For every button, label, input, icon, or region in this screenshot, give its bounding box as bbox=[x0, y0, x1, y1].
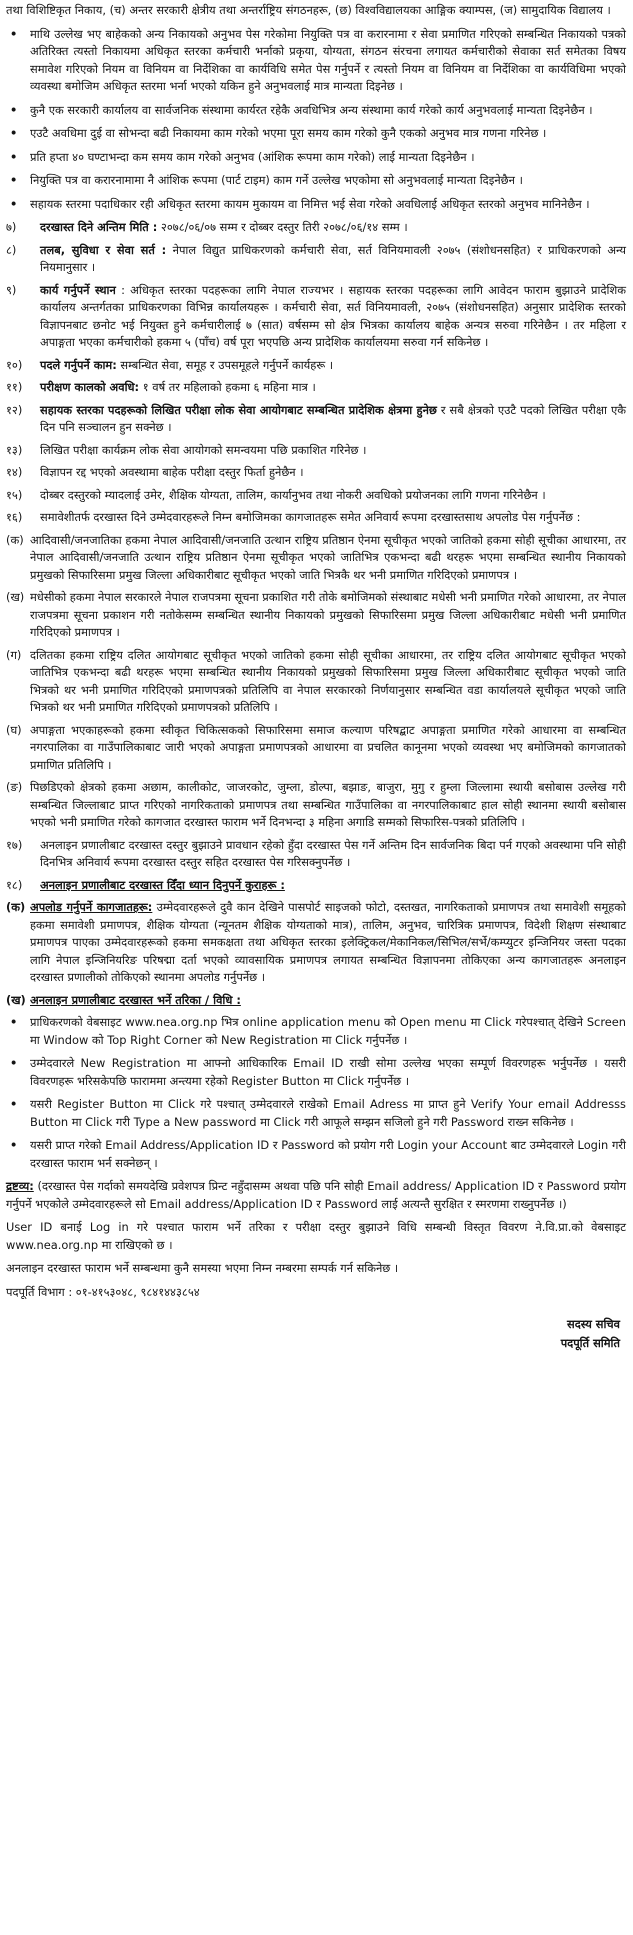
list-item: (ङ) पिछडिएको क्षेत्रको हकमा अछाम, कालीकोट, जाजरकोट, जुम्ला, डोल्पा, बझाङ, बाजुरा, मुगु र हुम्ला जिल्लामा स्थायी बसोबास उल्लेख गरी सम्बन्धित जिल्लाबाट प्राप्त गरिएको नागरिकताको प्रमाणपत्र तथा सम्बन्धित गाउँपालिका वा नगरपालिकाबाट हाल सोही स्थानमा स्थायी बसोबास भएको भनी प्रमाणित गरेको कागजात दरखास्त फाराम भर्ने दिनभन्दा ३ महिना अगाडि सम्मको सिफारिस-पत्रको प्रतिलिपि । bbox=[6, 780, 626, 829]
list-item: (क) आदिवासी/जनजातिका हकमा नेपाल आदिवासी/जनजाति उत्थान राष्ट्रिय प्रतिष्ठान ऐनमा सूचीकृत भएको जातिको हकमा सोही सूचीका आधारमा, तर नेपाल आदिवासी/जनजाति उत्थान राष्ट्रिय प्रतिष्ठान ऐनमा सूचीकृत भएको जातिभित्र एकभन्दा बढी थरहरू भएमा सम्बन्धित स्थानीय निकायको प्रमुखको सिफारिसमा प्रमुख जिल्ला अधिकारीबाट सूचीकृत भएको जाति भित्रकै थर भनी प्रमाणित गरिदिएको प्रमाणपत्र । bbox=[6, 532, 626, 582]
item-salary: ८) तलब, सुविधा र सेवा सर्त : नेपाल विद्युत प्राधिकरणको कर्मचारी सेवा, सर्त विनियमावली २०७५ (संशोधनसहित) र प्राधिकरणको अन्य नियमानुसार । bbox=[6, 242, 626, 274]
signature-committee: पदपूर्ति समिति bbox=[560, 1336, 620, 1350]
item-lead: कार्य गर्नुपर्ने स्थान bbox=[40, 282, 116, 297]
list-item: • सहायक स्तरमा पदाधिकार रही अधिकृत स्तरमा कायम मुकायम वा निमित्त भई सेवा गरेको अवधिलाई अधिकृत स्तरको अनुभव मानिनेछैन । bbox=[10, 196, 626, 214]
contact-paragraph: अनलाइन दरखास्त फाराम भर्ने सम्बन्धमा कुनै समस्या भएमा निम्न नम्बरमा सम्पर्क गर्न सकिनेछ । bbox=[6, 1261, 399, 1275]
list-item: • एउटै अवधिमा दुई वा सोभन्दा बढी निकायमा काम गरेको भएमा पूरा समय काम गरेको कुनै एकको अनुभव मात्र गणना गरिनेछ । bbox=[10, 125, 626, 143]
signature-block bbox=[6, 1315, 626, 1353]
list-item: (ग) दलितका हकमा राष्ट्रिय दलित आयोगबाट सूचीकृत भएको जातिको हकमा सोही सूचीका आधारमा, तर राष्ट्रिय दलित आयोगबाट सूचीकृत भएको जातिभित्र एकभन्दा बढी थरहरू भएमा सम्बन्धित स्थानीय निकायको प्रमुखको सिफारिसमा प्रमुख जिल्ला अधिकारीबाट सूचीकृत भएको जाति भित्रको थर भनी प्रमाणित गरिदिएको प्रमाणपत्रको प्रतिलिपि वा नेपाल सरकारको निर्णयानुसार सम्बन्धित वडा कार्यालयले सूचीकृत भएको जाति भित्रको थर भनी प्रमाणित गरिदिएको प्रमाणपत्रको प्रतिलिपि । bbox=[6, 647, 626, 714]
item-duties: १०) पदले गर्नुपर्ने काम: सम्बन्धित सेवा, समूह र उपसमूहले गर्नुपर्ने कार्यहरू । bbox=[6, 357, 334, 372]
list-item: • उम्मेदवारले New Registration मा आफ्नो आधिकारिक Email ID राखी सोमा उल्लेख भएका सम्पूर्ण विवरणहरू भर्नुपर्नेछ । यसरी विवरणहरू भरिसकेपछि फाराममा अन्त्यमा रहेको Register Button मा Click गर्नुपर्नेछ । bbox=[10, 1055, 626, 1090]
note-lead: द्रष्टव्य: bbox=[6, 1179, 34, 1193]
list-item: (ख) मधेसीको हकमा नेपाल सरकारले नेपाल राजपत्रमा सूचना प्रकाशित गरी तोके बमोजिमको संस्थाबाट मधेसी भनी प्रमाणित गरेको आधारमा, तर नेपाल राजपत्रमा सूचना प्रकाशन गरी नतोकेसम्म सम्बन्धित स्थानीय निकायको प्रमुखको सिफारिसमा प्रमुख जिल्ला अधिकारीबाट मधेसी भनी प्रमाणित गरिदिएको प्रमाणपत्र । bbox=[6, 590, 626, 639]
bullet-icon: • bbox=[10, 26, 18, 41]
userid-paragraph: User ID बनाई Log in गरे पश्चात फाराम भर्ने तरिका र परीक्षा दस्तुर बुझाउने विधि सम्बन्धी विस्तृत विवरण ने.वि.प्रा.को वेबसाइट www.nea.org.np मा राखिएको छ । bbox=[6, 1220, 626, 1252]
list-item: • प्रति हप्ता ४० घण्टाभन्दा कम समय काम गरेको अनुभव (आंशिक रूपमा काम गरेको) लाई मान्यता दिइनेछैन । bbox=[10, 149, 626, 167]
list-item: • कुनै एक सरकारी कार्यालय वा सार्वजनिक संस्थामा कार्यरत रहेकै अवधिभित्र अन्य संस्थामा कार्य गरेको कार्य अनुभवलाई मान्यता दिइनेछैन । bbox=[10, 102, 626, 120]
list-item: • नियुक्ति पत्र वा करारनामामा नै आंशिक रूपमा (पार्ट टाइम) काम गर्ने उल्लेख भएकोमा सो अनुभवलाई मान्यता दिइनेछैन । bbox=[10, 172, 626, 190]
list-item: • यसरी Register Button मा Click गरे पश्चात् उम्मेदवारले राखेको Email Adress मा प्राप्त हुने Verify Your email Addresss Button मा Click गरी Type a New password मा Click गरी आफूले सम्झन सजिलो हुने गरी Password राख्न सकिनेछ । bbox=[10, 1096, 626, 1131]
list-item: • यसरी प्राप्त गरेको Email Address/Application ID र Password को प्रयोग गरी Login your Account बाट उम्मेदवारले Login गरी दरखास्त फाराम भर्न सक्नेछन् । bbox=[10, 1137, 626, 1172]
list-item: • प्राधिकरणको वेबसाइट www.nea.org.np भित्र online application menu को Open menu मा Click गरेपश्चात् देखिने Screen मा Window को Top Right Corner को New Registration मा Click गर्नुपर्नेछ । bbox=[10, 1014, 626, 1049]
inclusive-doc-list bbox=[6, 532, 626, 832]
item-work-location: ९) कार्य गर्नुपर्ने स्थान : अधिकृत स्तरका पदहरूका लागि नेपाल राज्यभर । सहायक स्तरका पदहरूका लागि आवेदन फाराम बुझाउने प्रादेशिक कार्यालय अन्तर्गतका प्राधिकरणका विभिन्न कार्यालयहरू । कर्मचारी सेवा, सर्त विनियमावली, २०७५ (संशोधनसहित) अनुसार प्रादेशिक स्तरको विज्ञापनबाट छनोट भई नियुक्त हुने कर्मचारीलाई ७ (सात) वर्षसम्म सो क्षेत्र भित्रका कार्यालय बाहेक अन्यत्र सरुवा गरिनेछैन । तर महिला र अपाङ्गता भएका कर्मचारीको हकमा ५ (पाँच) वर्ष पूरा भएपछि अन्य प्रादेशिक कार्यालयमा सरुवा गर्न सकिनेछ । bbox=[6, 282, 626, 349]
phone-line: पदपूर्ति विभाग : ०१-४१५३०४८, ९८४१४४३८५४ bbox=[6, 1284, 200, 1299]
item-fee-refund: १४) विज्ञापन रद्द भएको अवस्थामा बाहेक परीक्षा दस्तुर फिर्ता हुनेछैन । bbox=[6, 465, 304, 479]
note-paragraph: द्रष्टव्य: (दरखास्त पेस गर्दाको समयदेखि प्रवेशपत्र प्रिन्ट नहुँदासम्म अथवा पछि पनि सोही Email address/ Application ID र Password प्रयोग गर्नुपर्ने भएकोले उम्मेदवारहरूले सो Email address/Application ID र Password लाई अत्यन्तै सुरक्षित र स्मरणमा राख्नुपर्नेछ ।) bbox=[6, 1179, 626, 1211]
experience-bullet-list bbox=[6, 26, 626, 214]
notice-document bbox=[6, 2, 626, 1353]
item-lead: तलब, सुविधा र सेवा सर्त : bbox=[40, 242, 167, 257]
item-exam-schedule: १३) लिखित परीक्षा कार्यक्रम लोक सेवा आयोगको समन्वयमा पछि प्रकाशित गरिनेछ । bbox=[6, 442, 367, 457]
item-online-notes: १८) अनलाइन प्रणालीबाट दरखास्त दिँदा ध्यान दिनुपर्ने कुराहरू : bbox=[6, 877, 285, 892]
item-lead: पदले गर्नुपर्ने काम: bbox=[40, 357, 117, 372]
bullet-icon: • bbox=[10, 126, 18, 140]
bullet-icon: • bbox=[10, 173, 18, 187]
bullet-icon: • bbox=[10, 196, 18, 211]
list-item: (घ) अपाङ्गता भएकाहरूको हकमा स्वीकृत चिकित्सकको सिफारिसमा समाज कल्याण परिषद्बाट अपाङ्गता प्रमाणित गरेको आधारमा वा सम्बन्धित नगरपालिका वा गाउँपालिकाबाट जारी भएको अपाङ्गता प्रमाणपत्रको आधारमा वा प्रचलित कानूनमा भएको व्यवस्था भए बमोजिमको कागजातको प्रमाणित प्रतिलिपि । bbox=[6, 722, 626, 772]
online-steps-list bbox=[6, 1014, 626, 1172]
bullet-icon: • bbox=[10, 149, 18, 164]
item-lead: सहायक स्तरका पदहरूको लिखित परीक्षा लोक सेवा आयोगबाट सम्बन्धित प्रादेशिक क्षेत्रमा हुनेछ bbox=[40, 402, 437, 417]
list-item: • माथि उल्लेख भए बाहेकको अन्य निकायको अनुभव पेस गरेकोमा नियुक्ति पत्र वा करारनामा र सेवा प्रमाणित गरिएको सम्बन्धित निकायको पत्रको अतिरिक्त त्यस्तो निकायमा अधिकृत स्तरका कर्मचारी भर्नाको प्रकृया, योग्यता, संगठन संरचना लगायत कर्मचारीको सेवाका सर्त समेतका विषय समावेश गरिएको नियम वा विनियम वा निर्देशिका वा कार्यविधि समेत पेस गर्नुपर्ने र त्यस्तो नियम वा विनियम वा निर्देशिका वा कार्यविधिमा भएको व्यवस्था बमोजिम अधिकृत स्तरमा भर्ना भएको यकिन हुने अनुभवलाई मात्र मान्यता दिइनेछ । bbox=[10, 26, 626, 96]
item-inclusive-docs: १६) समावेशीतर्फ दरखास्त दिने उम्मेदवारहरूले निम्न बमोजिमका कागजातहरू समेत अनिवार्य रूपमा दरखास्तसाथ अपलोड पेस गर्नुपर्नेछ : bbox=[6, 510, 581, 524]
item-deadline: ७) दरखास्त दिने अन्तिम मिति : २०७८/०६/०७ सम्म र दोब्बर दस्तुर तिरी २०७८/०६/१४ सम्म । bbox=[6, 220, 408, 234]
bullet-icon: • bbox=[10, 102, 18, 117]
intro-paragraph: तथा विशिष्टिकृत निकाय, (च) अन्तर सरकारी क्षेत्रीय तथा अन्तर्राष्ट्रिय संगठनहरू, (छ) विश्वविद्यालयका आङ्गिक क्याम्पस, (ज) सामुदायिक विद्यालय । bbox=[6, 3, 611, 17]
bullet-icon: • bbox=[10, 1097, 18, 1111]
item-written-exam: १२) सहायक स्तरका पदहरूको लिखित परीक्षा लोक सेवा आयोगबाट सम्बन्धित प्रादेशिक क्षेत्रमा हुनेछ र सबै क्षेत्रको एउटै पदको लिखित परीक्षा एकै दिन पनि सञ्चालन हुन सक्नेछ । bbox=[6, 402, 626, 434]
signature-title: सदस्य सचिव bbox=[567, 1317, 620, 1331]
bullet-icon: • bbox=[10, 1056, 18, 1070]
item-double-fee: १५) दोब्बर दस्तुरको म्यादलाई उमेर, शैक्षिक योग्यता, तालिम, कार्यानुभव तथा नोकरी अवधिको प्रयोजनका लागि गणना गरिनेछैन । bbox=[6, 487, 546, 502]
online-method-heading: (ख) अनलाइन प्रणालीबाट दरखास्त भर्ने तरिका / विधि : bbox=[6, 992, 241, 1007]
upload-documents: (क) अपलोड गर्नुपर्ने कागजातहरू: उम्मेदवारहरूले दुवै कान देखिने पासपोर्ट साइजको फोटो, दस्तखत, नागरिकताको प्रमाणपत्र तथा समावेशी समूहको हकमा समावेशी प्रमाणपत्र, शैक्षिक योग्यता (न्यूनतम शैक्षिक योग्यताको मात्र), तालिम, अनुभव, चारित्रिक प्रमाणपत्र, विदेशी शिक्षण संस्थाबाट प्रमाणपत्र पाएका उम्मेदवारहरूको हकमा समकक्षता तथा अधिकृत स्तरका इलेक्ट्रिकल/मेकानिकल/सिभिल/सर्भे/कम्प्युटर इन्जिनियर जस्ता पदका लागि नेपाल इन्जिनियरिङ परिषद्मा दर्ता भएको व्यावसायिक प्रमाणपत्र लगायत सम्बन्धित विज्ञापनमा तोकिएका अन्य कागजातहरू अनलाइन दरखास्त प्रणालीको तोकिएको स्थानमा अपलोड गर्नुपर्नेछ । bbox=[6, 900, 627, 984]
item-probation: ११) परीक्षण कालको अवधि: १ वर्ष तर महिलाको हकमा ६ महिना मात्र । bbox=[6, 380, 316, 394]
bullet-icon: • bbox=[10, 1015, 18, 1029]
item-online-fee: १७) अनलाइन प्रणालीबाट दरखास्त दस्तुर बुझाउने प्रावधान रहेको हुँदा दरखास्त पेस गर्ने अन्तिम दिन सार्वजनिक बिदा पर्न गएको अवस्थामा पनि सोही दिनभित्र अनिवार्य रूपमा दरखास्त दस्तुर सहित दरखास्त पेस गरिसक्नुपर्नेछ । bbox=[6, 837, 626, 869]
item-lead: परीक्षण कालको अवधि: bbox=[40, 380, 140, 394]
item-lead: अपलोड गर्नुपर्ने कागजातहरू: bbox=[30, 900, 153, 914]
item-lead: दरखास्त दिने अन्तिम मिति : bbox=[40, 220, 158, 234]
bullet-icon: • bbox=[10, 1138, 18, 1152]
